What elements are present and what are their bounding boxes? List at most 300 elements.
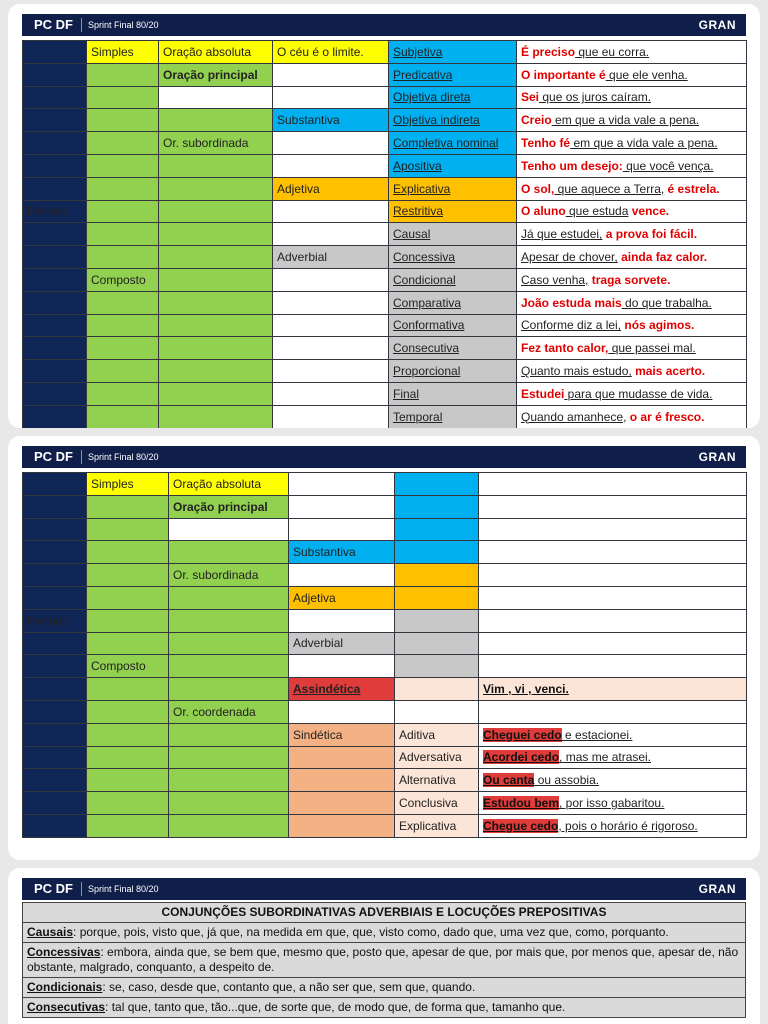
navy-cell	[23, 792, 87, 815]
navy-cell	[23, 246, 87, 269]
conjunction-category: Causais	[27, 925, 74, 939]
example-main-part: ainda faz calor.	[617, 250, 708, 265]
ceu-limite-example: O céu é o limite.	[273, 41, 389, 64]
empty-cell	[273, 223, 389, 246]
green-cell	[87, 678, 169, 701]
clause-type-label: Objetiva direta	[389, 86, 517, 109]
green-cell	[169, 746, 289, 769]
adverbial-label: Adverbial	[273, 246, 389, 269]
table-row	[23, 609, 747, 632]
green-cell	[87, 337, 159, 360]
table-row	[23, 314, 747, 337]
green-cell	[169, 541, 289, 564]
table-row	[23, 360, 747, 383]
example-main-part: é estrela.	[664, 181, 720, 196]
example-sentence	[479, 792, 747, 815]
oracao-absoluta-label: Oração absoluta	[159, 41, 273, 64]
example-sentence	[479, 769, 747, 792]
table-row	[23, 792, 747, 815]
empty-cell	[479, 586, 747, 609]
green-cell	[87, 360, 159, 383]
empty-cell	[479, 564, 747, 587]
clause-type-label: Completiva nominal	[389, 132, 517, 155]
example-sentence	[479, 746, 747, 769]
example-clause-part: Já que estudei,	[521, 227, 603, 242]
green-cell	[87, 586, 169, 609]
green-cell	[159, 382, 273, 405]
green-cell	[159, 405, 273, 428]
example-main-part: O sol,	[521, 181, 555, 196]
gran-logo: GRAN	[698, 18, 736, 32]
navy-cell	[23, 405, 87, 428]
period-table-coordinate	[22, 472, 747, 838]
example-sentence	[517, 223, 747, 246]
subtitle-label: Sprint Final 80/20	[88, 884, 159, 894]
clause-type-label: Consecutiva	[389, 337, 517, 360]
conjunctions-table	[22, 902, 746, 1018]
simples-label: Simples	[87, 41, 159, 64]
table-row	[23, 655, 747, 678]
or-subordinada-label: Or. subordinada	[159, 132, 273, 155]
navy-cell	[23, 700, 87, 723]
green-cell	[87, 541, 169, 564]
adverbial-label: Adverbial	[289, 632, 395, 655]
green-cell	[169, 814, 289, 837]
conjunction-cell	[23, 998, 746, 1018]
green-cell	[159, 246, 273, 269]
brand-label: PC DF	[22, 18, 82, 32]
substantiva-label: Substantiva	[273, 109, 389, 132]
table-row	[23, 723, 747, 746]
green-cell	[87, 223, 159, 246]
navy-cell	[23, 63, 87, 86]
green-cell	[87, 109, 159, 132]
example-sentence	[517, 291, 747, 314]
peach-cell	[289, 769, 395, 792]
table-row	[23, 700, 747, 723]
example-highlight-part: Chegue cedo	[483, 818, 559, 833]
green-cell	[87, 814, 169, 837]
conjunctions-title: CONJUNÇÕES SUBORDINATIVAS ADVERBIAIS E LOCUÇÕES PREPOSITIVAS	[23, 903, 746, 923]
green-cell	[87, 495, 169, 518]
example-sentence	[517, 86, 747, 109]
example-main-part: a prova foi fácil.	[602, 227, 698, 242]
clause-type-label: Conformativa	[389, 314, 517, 337]
example-sentence	[517, 314, 747, 337]
green-cell	[159, 314, 273, 337]
oracao-principal-label: Oração principal	[169, 495, 289, 518]
example-sentence	[479, 723, 747, 746]
navy-cell	[23, 678, 87, 701]
table-row	[23, 200, 747, 223]
example-clause-part: que ele venha.	[605, 67, 688, 82]
green-cell	[159, 109, 273, 132]
navy-cell	[23, 109, 87, 132]
navy-cell	[23, 586, 87, 609]
example-sentence	[517, 246, 747, 269]
table-row	[23, 518, 747, 541]
green-cell	[87, 792, 169, 815]
example-sentence	[517, 109, 747, 132]
clause-type-label: Objetiva indireta	[389, 109, 517, 132]
empty-cell	[273, 405, 389, 428]
example-clause-part: Caso venha,	[521, 272, 589, 287]
empty-cell	[289, 564, 395, 587]
example-main-part: Tenho fé	[521, 136, 571, 151]
example-clause-part: Apesar de chover,	[521, 250, 618, 265]
empty-cell	[273, 86, 389, 109]
clause-type-label: Restritiva	[389, 200, 517, 223]
example-sentence	[517, 360, 747, 383]
clause-type-label: Explicativa	[389, 177, 517, 200]
green-cell	[87, 564, 169, 587]
navy-cell	[23, 382, 87, 405]
green-cell	[159, 268, 273, 291]
table-row	[23, 63, 747, 86]
table-row	[23, 586, 747, 609]
empty-cell	[273, 200, 389, 223]
clause-type-label: Subjetiva	[389, 41, 517, 64]
coord-type-label: Explicativa	[395, 814, 479, 837]
example-sentence: Vim , vi , venci.	[483, 682, 569, 697]
coord-type-label: Alternativa	[395, 769, 479, 792]
green-cell	[169, 609, 289, 632]
green-cell	[87, 746, 169, 769]
empty-cell	[273, 63, 389, 86]
conjunction-row	[23, 998, 746, 1018]
example-clause-part: ou assobia.	[534, 773, 600, 788]
example-sentence	[517, 177, 747, 200]
adjetiva-label: Adjetiva	[289, 586, 395, 609]
conjunction-list: : tal que, tanto que, tão...que, de sorte que, de modo que, de forma que, tamanho que.	[105, 1000, 566, 1014]
navy-cell	[23, 723, 87, 746]
empty-cell	[479, 609, 747, 632]
table-row	[23, 746, 747, 769]
green-cell	[159, 223, 273, 246]
navy-cell	[23, 41, 87, 64]
green-cell	[169, 769, 289, 792]
green-cell	[169, 632, 289, 655]
example-clause-part: que você vença.	[622, 158, 714, 173]
example-sentence	[479, 814, 747, 837]
empty-cell	[273, 382, 389, 405]
navy-cell	[23, 291, 87, 314]
example-clause-part: em que a vida vale a pena.	[570, 136, 718, 151]
empty-cell	[273, 314, 389, 337]
example-clause-part: do que trabalha.	[621, 295, 712, 310]
conjunction-category: Concessivas	[27, 945, 101, 959]
example-clause-part: que eu corra.	[575, 44, 650, 59]
empty-cell	[395, 541, 479, 564]
green-cell	[87, 132, 159, 155]
table-row	[23, 495, 747, 518]
assindetica-label: Assindética	[289, 678, 395, 701]
example-clause-part: que passei mal.	[608, 341, 696, 356]
green-cell	[87, 518, 169, 541]
table-row	[23, 223, 747, 246]
navy-cell	[23, 564, 87, 587]
coord-type-label: Adversativa	[395, 746, 479, 769]
empty-cell	[289, 473, 395, 496]
green-cell	[87, 291, 159, 314]
peach-cell	[289, 814, 395, 837]
example-main-part: Tenho um desejo:	[521, 158, 623, 173]
table-row	[23, 132, 747, 155]
conjunction-cell	[23, 923, 746, 943]
peach-cell	[289, 792, 395, 815]
example-main-part: O importante é	[521, 67, 606, 82]
empty-cell	[395, 473, 479, 496]
example-main-part: vence.	[628, 204, 670, 219]
brand-label: PC DF	[22, 450, 82, 464]
adjetiva-label: Adjetiva	[273, 177, 389, 200]
slide-1	[8, 4, 760, 428]
gran-logo: GRAN	[698, 450, 736, 464]
green-cell	[87, 314, 159, 337]
composto-label: Composto	[87, 655, 169, 678]
conjunction-row	[23, 978, 746, 998]
navy-cell	[23, 154, 87, 177]
example-sentence	[517, 405, 747, 428]
conjunction-list: : embora, ainda que, se bem que, mesmo que, posto que, apesar de que, por mais que, por menos que, apesar de, não obstante, malgrado, conquanto, a despeito de.	[27, 945, 739, 974]
example-clause-part: que aquece a Terra,	[554, 181, 665, 196]
slide-header	[22, 878, 746, 900]
conjunction-cell	[23, 943, 746, 978]
coord-type-label: Conclusiva	[395, 792, 479, 815]
conjunction-category: Consecutivas	[27, 1000, 106, 1014]
or-subordinada-label: Or. subordinada	[169, 564, 289, 587]
empty-cell	[273, 268, 389, 291]
green-cell	[87, 86, 159, 109]
navy-cell	[23, 86, 87, 109]
conjunction-cell	[23, 978, 746, 998]
example-sentence	[517, 200, 747, 223]
empty-cell	[273, 337, 389, 360]
navy-cell	[23, 473, 87, 496]
clause-type-label: Temporal	[389, 405, 517, 428]
green-cell	[87, 609, 169, 632]
navy-cell	[23, 541, 87, 564]
green-cell	[87, 246, 159, 269]
green-cell	[159, 177, 273, 200]
conjunction-list: : porque, pois, visto que, já que, na medida em que, que, visto como, dado que, uma vez que, como, porquanto.	[73, 925, 669, 939]
example-main-part: O aluno	[521, 204, 566, 219]
example-main-part: o ar é fresco.	[626, 409, 705, 424]
empty-cell	[273, 132, 389, 155]
empty-cell	[479, 495, 747, 518]
navy-cell	[23, 769, 87, 792]
example-clause-part: que estuda	[565, 204, 629, 219]
green-cell	[169, 723, 289, 746]
clause-type-label: Concessiva	[389, 246, 517, 269]
navy-cell	[23, 360, 87, 383]
empty-cell	[289, 655, 395, 678]
empty-cell	[159, 86, 273, 109]
slide-header	[22, 446, 746, 468]
example-clause-part: , pois o horário é rigoroso.	[558, 818, 698, 833]
example-sentence	[517, 154, 747, 177]
green-cell	[159, 360, 273, 383]
empty-cell	[479, 632, 747, 655]
green-cell	[169, 655, 289, 678]
example-main-part: Creio	[521, 113, 552, 128]
peach-cell	[289, 746, 395, 769]
oracao-principal-label: Oração principal	[159, 63, 273, 86]
green-cell	[159, 154, 273, 177]
example-sentence	[517, 268, 747, 291]
example-sentence	[517, 132, 747, 155]
navy-cell	[23, 132, 87, 155]
navy-cell	[23, 223, 87, 246]
periodo-label: Período	[23, 609, 87, 632]
example-clause-part: , mas me atrasei.	[559, 750, 652, 765]
table-row	[23, 41, 747, 64]
empty-cell	[289, 609, 395, 632]
clause-type-label: Proporcional	[389, 360, 517, 383]
example-sentence	[517, 63, 747, 86]
empty-cell	[395, 609, 479, 632]
green-cell	[87, 632, 169, 655]
example-main-part: Fez tanto calor,	[521, 341, 609, 356]
navy-cell	[23, 632, 87, 655]
green-cell	[87, 154, 159, 177]
example-sentence	[517, 382, 747, 405]
green-cell	[87, 700, 169, 723]
example-clause-part: em que a vida vale a pena.	[551, 113, 700, 128]
conjunction-category: Condicionais	[27, 980, 103, 994]
period-table-subordinate	[22, 40, 747, 428]
table-row	[23, 291, 747, 314]
green-cell	[87, 382, 159, 405]
table-row	[23, 473, 747, 496]
navy-cell	[23, 177, 87, 200]
table-row	[23, 154, 747, 177]
navy-cell	[23, 746, 87, 769]
example-main-part: João estuda mais	[521, 295, 622, 310]
example-clause-part: para que mudasse de vida.	[564, 386, 713, 401]
example-highlight-part: Ou canta	[483, 773, 535, 788]
navy-cell	[23, 495, 87, 518]
empty-cell	[479, 518, 747, 541]
empty-cell	[169, 518, 289, 541]
empty-cell	[273, 360, 389, 383]
table-row	[23, 382, 747, 405]
green-cell	[87, 177, 159, 200]
example-clause-part: e estacionei.	[561, 727, 633, 742]
example-main-part: Sei	[521, 90, 540, 105]
table-row	[23, 337, 747, 360]
green-cell	[87, 723, 169, 746]
periodo-label: Período	[23, 200, 87, 223]
slide-2	[8, 436, 760, 860]
empty-cell	[395, 564, 479, 587]
table-row	[23, 814, 747, 837]
clause-type-label: Apositiva	[389, 154, 517, 177]
example-clause-part: Conforme diz a lei,	[521, 318, 622, 333]
empty-cell	[479, 473, 747, 496]
oracao-absoluta-label: Oração absoluta	[169, 473, 289, 496]
navy-cell	[23, 655, 87, 678]
clause-type-label: Condicional	[389, 268, 517, 291]
empty-cell	[479, 655, 747, 678]
substantiva-label: Substantiva	[289, 541, 395, 564]
gran-logo: GRAN	[698, 882, 736, 896]
coord-type-label: Aditiva	[395, 723, 479, 746]
empty-cell	[395, 632, 479, 655]
table-row	[23, 564, 747, 587]
conjunction-row	[23, 943, 746, 978]
or-coordenada-label: Or. coordenada	[169, 700, 289, 723]
empty-cell	[273, 291, 389, 314]
green-cell	[159, 291, 273, 314]
empty-cell	[289, 700, 395, 723]
clause-type-label: Causal	[389, 223, 517, 246]
table-row	[23, 109, 747, 132]
example-main-part: mais acerto.	[631, 364, 706, 379]
example-clause-part: Quando amanhece,	[521, 409, 627, 424]
green-cell	[169, 586, 289, 609]
empty-cell	[395, 655, 479, 678]
example-highlight-part: Acordei cedo	[483, 750, 560, 765]
green-cell	[87, 63, 159, 86]
clause-type-label: Final	[389, 382, 517, 405]
table-row	[23, 86, 747, 109]
navy-cell	[23, 268, 87, 291]
navy-cell	[23, 518, 87, 541]
simples-label: Simples	[87, 473, 169, 496]
table-row	[23, 177, 747, 200]
empty-cell	[395, 700, 479, 723]
green-cell	[87, 200, 159, 223]
table-row	[23, 632, 747, 655]
conjunction-row	[23, 923, 746, 943]
green-cell	[169, 792, 289, 815]
subtitle-label: Sprint Final 80/20	[88, 20, 159, 30]
green-cell	[169, 678, 289, 701]
slide-header	[22, 14, 746, 36]
example-main-part: É preciso	[521, 44, 576, 59]
empty-cell	[395, 518, 479, 541]
navy-cell	[23, 337, 87, 360]
table-row	[23, 405, 747, 428]
navy-cell	[23, 814, 87, 837]
example-sentence	[517, 337, 747, 360]
clause-type-label: Comparativa	[389, 291, 517, 314]
empty-cell	[289, 518, 395, 541]
table-row	[23, 268, 747, 291]
subtitle-label: Sprint Final 80/20	[88, 452, 159, 462]
empty-cell	[273, 154, 389, 177]
table-row	[23, 678, 747, 701]
composto-label: Composto	[87, 268, 159, 291]
example-clause-part: que os juros caíram.	[539, 90, 652, 105]
table-row	[23, 246, 747, 269]
example-main-part: traga sorvete.	[588, 272, 671, 287]
example-sentence	[517, 41, 747, 64]
green-cell	[87, 769, 169, 792]
table-row	[23, 541, 747, 564]
green-cell	[159, 200, 273, 223]
example-highlight-part: Cheguei cedo	[483, 727, 562, 742]
brand-label: PC DF	[22, 882, 82, 896]
green-cell	[159, 337, 273, 360]
empty-cell	[289, 495, 395, 518]
empty-cell	[395, 586, 479, 609]
conjunction-list: : se, caso, desde que, contanto que, a não ser que, sem que, quando.	[102, 980, 476, 994]
table-row	[23, 769, 747, 792]
example-clause-part: , por isso gabaritou.	[559, 796, 665, 811]
example-highlight-part: Estudou bem	[483, 796, 560, 811]
